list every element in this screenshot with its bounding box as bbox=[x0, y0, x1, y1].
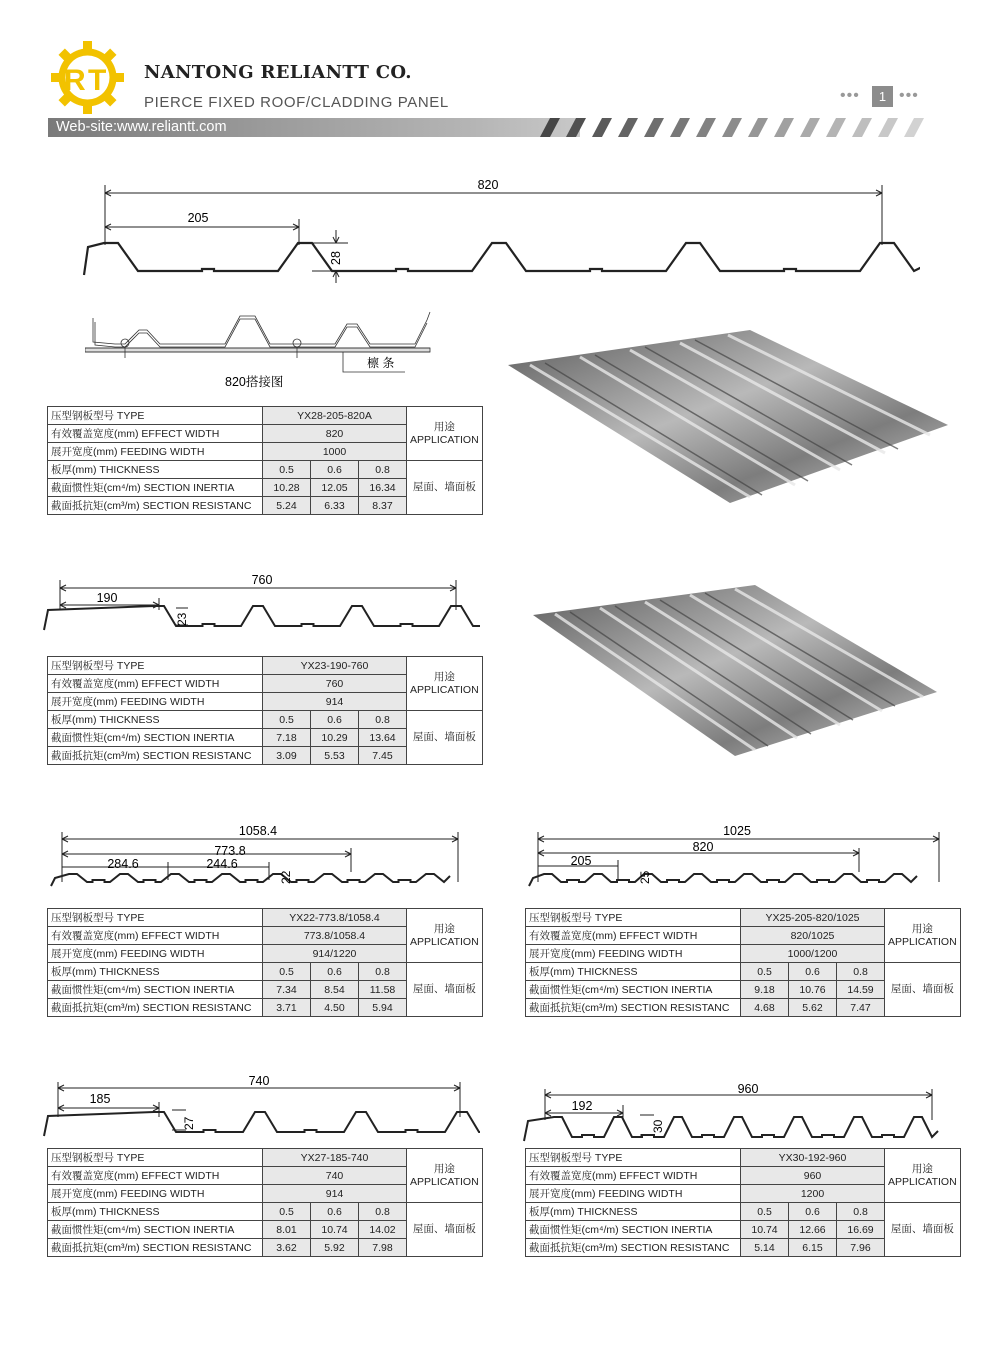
stripe bbox=[800, 118, 820, 137]
dim-height-label: 22 bbox=[279, 870, 293, 884]
purlin-label: 檩 条 bbox=[367, 356, 395, 370]
stripe bbox=[592, 118, 612, 137]
stripe-decoration bbox=[530, 118, 930, 138]
stripe bbox=[566, 118, 586, 137]
page-subtitle: PIERCE FIXED ROOF/CLADDING PANEL bbox=[144, 94, 449, 111]
stripe bbox=[670, 118, 690, 137]
dim-total-label: 820 bbox=[477, 178, 499, 192]
stripe bbox=[644, 118, 664, 137]
stripe bbox=[696, 118, 716, 137]
spec-table-yx25: 压型钢板型号 TYPE YX25-205-820/1025 用途 APPLICATION 有效覆盖宽度(mm) EFFECT WIDTH 820/1025 展开宽度(mm) FEEDING WIDTH 1000/1200 板厚(mm) THICKNESS 0.5 0.6 0.8 屋面、墙面板 截面惯性矩(cm⁴/m) SECTION INERTIA 9.18 10.76 14.59 截面抵抗矩(cm³/m) SECTION RESISTANC 4.68 5.62 7.47 bbox=[525, 908, 961, 1017]
profile-diagram-yx23 bbox=[40, 570, 480, 635]
stripe bbox=[852, 118, 872, 137]
dim-total-label: 1025 bbox=[723, 824, 751, 838]
company-logo bbox=[50, 40, 125, 115]
dim-pitch-label: 185 bbox=[89, 1092, 111, 1106]
stripe bbox=[774, 118, 794, 137]
dim-pitch-label: 205 bbox=[570, 854, 592, 868]
spec-table-yx28: 压型钢板型号 TYPE YX28-205-820A 用途 APPLICATION 有效覆盖宽度(mm) EFFECT WIDTH 820 展开宽度(mm) FEEDING WIDTH 1000 板厚(mm) THICKNESS 0.5 0.6 0.8 屋面、墙面板 截面惯性矩(cm⁴/m) SECTION INERTIA 10.28 12.05 16.34 截面抵抗矩(cm³/m) SECTION RESISTANC 5.24 6.33 8.37 bbox=[47, 406, 483, 515]
dim-total-label: 960 bbox=[737, 1082, 759, 1096]
dots-left-icon: ••• bbox=[840, 87, 860, 104]
profile-diagram-yx30 bbox=[520, 1075, 960, 1145]
website-link[interactable]: Web-site:www.reliantt.com bbox=[56, 119, 227, 135]
panel-photo-1 bbox=[500, 325, 955, 505]
panel-photo-2 bbox=[525, 580, 945, 760]
company-name: NANTONG RELIANTT CO. bbox=[144, 62, 412, 83]
profile-diagram-yx28 bbox=[80, 175, 920, 285]
spec-table-yx22: 压型钢板型号 TYPE YX22-773.8/1058.4 用途 APPLICATION 有效覆盖宽度(mm) EFFECT WIDTH 773.8/1058.4 展开宽度(mm) FEEDING WIDTH 914/1220 板厚(mm) THICKNESS 0.5 0.6 0.8 屋面、墙面板 截面惯性矩(cm⁴/m) SECTION INERTIA 7.34 8.54 11.58 截面抵抗矩(cm³/m) SECTION RESISTANC 3.71 4.50 5.94 bbox=[47, 908, 483, 1017]
stripe bbox=[722, 118, 742, 137]
dim-height-label: 28 bbox=[329, 251, 343, 265]
stripe bbox=[878, 118, 898, 137]
dim-height-label: 23 bbox=[175, 612, 189, 626]
spec-table-yx23: 压型钢板型号 TYPE YX23-190-760 用途 APPLICATION 有效覆盖宽度(mm) EFFECT WIDTH 760 展开宽度(mm) FEEDING WIDTH 914 板厚(mm) THICKNESS 0.5 0.6 0.8 屋面、墙面板 截面惯性矩(cm⁴/m) SECTION INERTIA 7.18 10.29 13.64 截面抵抗矩(cm³/m) SECTION RESISTANC 3.09 5.53 7.45 bbox=[47, 656, 483, 765]
spec-table-yx27: 压型钢板型号 TYPE YX27-185-740 用途 APPLICATION 有效覆盖宽度(mm) EFFECT WIDTH 740 展开宽度(mm) FEEDING WIDTH 914 板厚(mm) THICKNESS 0.5 0.6 0.8 屋面、墙面板 截面惯性矩(cm⁴/m) SECTION INERTIA 8.01 10.74 14.02 截面抵抗矩(cm³/m) SECTION RESISTANC 3.62 5.92 7.98 bbox=[47, 1148, 483, 1257]
dim-pitch-label: 192 bbox=[571, 1099, 593, 1113]
dim-mid-label: 773.8 bbox=[214, 844, 246, 858]
dim-pitch-label: 190 bbox=[96, 591, 118, 605]
dim-mid-label: 820 bbox=[692, 840, 714, 854]
dim-height-label: 25 bbox=[638, 870, 652, 884]
page-number: 1 bbox=[872, 86, 893, 107]
overlap-caption: 820搭接图 bbox=[225, 375, 284, 389]
dim-pitch2-label: 244.6 bbox=[206, 857, 238, 871]
spec-table-yx30: 压型钢板型号 TYPE YX30-192-960 用途 APPLICATION 有效覆盖宽度(mm) EFFECT WIDTH 960 展开宽度(mm) FEEDING WIDTH 1200 板厚(mm) THICKNESS 0.5 0.6 0.8 屋面、墙面板 截面惯性矩(cm⁴/m) SECTION INERTIA 10.74 12.66 16.69 截面抵抗矩(cm³/m) SECTION RESISTANC 5.14 6.15 7.96 bbox=[525, 1148, 961, 1257]
stripe bbox=[904, 118, 924, 137]
dots-right-icon: ••• bbox=[899, 87, 919, 104]
profile-diagram-yx22 bbox=[45, 822, 485, 892]
overlap-diagram bbox=[85, 300, 445, 395]
dim-height-label: 27 bbox=[182, 1116, 196, 1130]
dim-height-label: 30 bbox=[651, 1119, 665, 1133]
dim-total-label: 760 bbox=[251, 573, 273, 587]
dim-pitch-label: 284.6 bbox=[107, 857, 139, 871]
stripe bbox=[826, 118, 846, 137]
profile-diagram-yx27 bbox=[40, 1072, 480, 1142]
dim-pitch-label: 205 bbox=[187, 211, 209, 225]
profile-diagram-yx25 bbox=[525, 822, 965, 892]
stripe bbox=[748, 118, 768, 137]
stripe bbox=[618, 118, 638, 137]
stripe bbox=[540, 118, 560, 137]
dim-total-label: 1058.4 bbox=[238, 824, 278, 838]
svg-text:T: T bbox=[88, 64, 107, 97]
gear-logo-icon bbox=[50, 40, 125, 115]
dim-total-label: 740 bbox=[248, 1074, 270, 1088]
svg-text:R: R bbox=[64, 64, 86, 97]
